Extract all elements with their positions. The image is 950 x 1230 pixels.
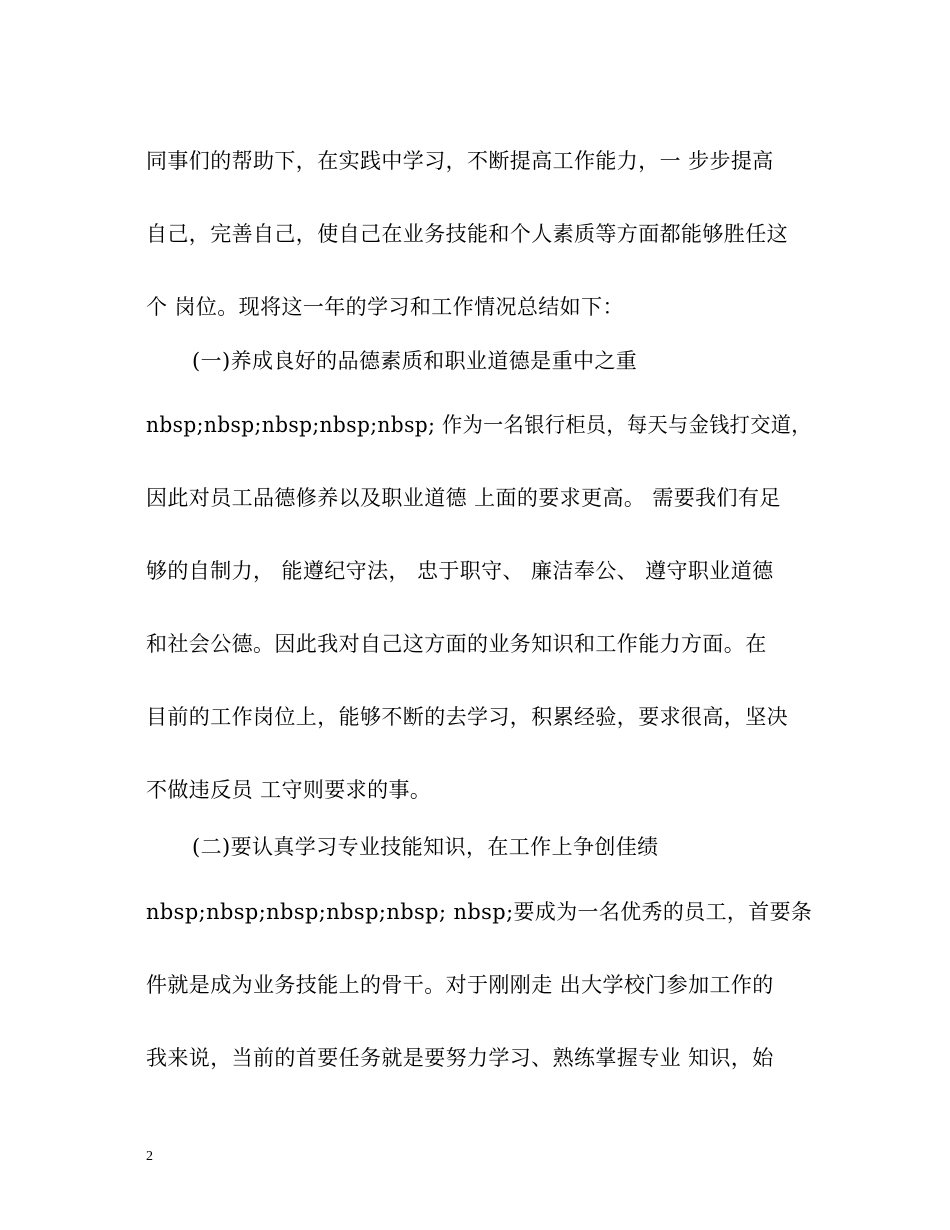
body-text-line: 件就是成为业务技能上的骨干。对于刚刚走 出大学校门参加工作的	[146, 973, 774, 997]
body-text-line: 同事们的帮助下，在实践中学习，不断提高工作能力，一 步步提高	[146, 149, 774, 173]
body-text-line: 因此对员工品德修养以及职业道德 上面的要求更高。 需要我们有足	[146, 486, 781, 510]
body-text-line: 个 岗位。现将这一年的学习和工作情况总结如下：	[146, 295, 624, 319]
section-heading-1: (一)养成良好的品德素质和职业道德是重中之重	[192, 349, 638, 373]
body-text-line: nbsp;nbsp;nbsp;nbsp;nbsp; nbsp;要成为一名优秀的员工，首要条	[146, 900, 813, 924]
body-text-line: 我来说，当前的首要任务就是要努力学习、熟练掌握专业 知识，始	[146, 1046, 774, 1070]
body-text-line: nbsp;nbsp;nbsp;nbsp;nbsp; 作为一名银行柜员，每天与金钱打交道，	[146, 413, 812, 437]
body-text-line: 自己，完善自己，使自己在业务技能和个人素质等方面都能够胜任这	[146, 222, 788, 246]
body-text-line: 不做违反员 工守则要求的事。	[146, 778, 432, 802]
body-text-line: 和社会公德。因此我对自己这方面的业务知识和工作能力方面。在	[146, 632, 767, 656]
section-heading-2: (二)要认真学习专业技能知识，在工作上争创佳绩	[192, 835, 659, 859]
page-number: 2	[146, 1149, 153, 1164]
body-text-line: 目前的工作岗位上，能够不断的去学习，积累经验，要求很高，坚决	[146, 705, 788, 729]
body-text-line: 够的自制力， 能遵纪守法， 忠于职守、 廉洁奉公、 遵守职业道德	[146, 559, 774, 583]
